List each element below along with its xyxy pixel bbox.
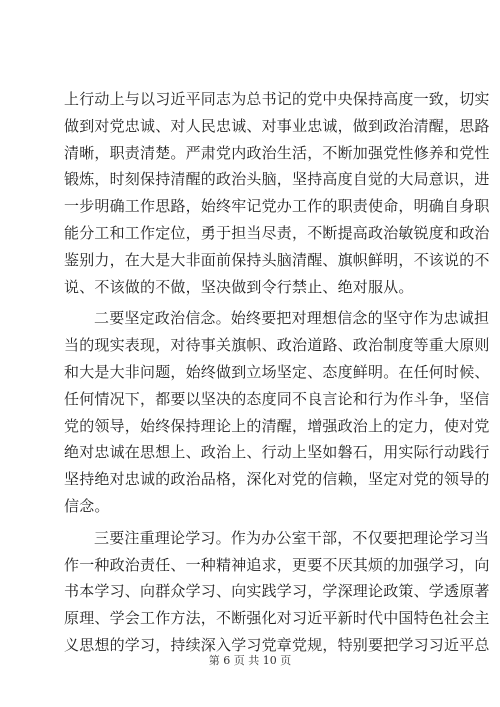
text-line: 原理、学会工作方法，不断强化对习近平新时代中国特色社会主	[64, 609, 490, 628]
text-line: 书本学习、向群众学习、向实践学习，学深理论政策、学透原著	[64, 582, 490, 601]
text-line: 党的领导，始终保持理论上的清醒，增强政治上的定力，使对党	[64, 416, 490, 435]
text-line: 坚持绝对忠诚的政治品格，深化对党的信赖，坚定对党的领导的	[64, 470, 490, 489]
text-line: 锻炼，时刻保持清醒的政治头脑，坚持高度自觉的大局意识，进	[64, 170, 490, 189]
paragraph-2	[64, 305, 490, 519]
text-line: 义思想的学习，持续深入学习党章党规，特别要把学习习近平总	[64, 635, 490, 654]
text-line: 鉴别力，在大是大非面前保持头脑清醒、旗帜鲜明，不该说的不	[64, 250, 490, 269]
text-line: 清晰，职责清楚。严肃党内政治生活，不断加强党性修养和党性	[64, 143, 490, 162]
document-body	[64, 86, 490, 659]
text-line: 上行动上与以习近平同志为总书记的党中央保持高度一致，切实	[64, 90, 490, 108]
page-footer: 第 6 页 共 10 页	[208, 654, 292, 667]
text-line: 任何情况下，都要以坚决的态度同不良言论和行为作斗争，坚信	[64, 389, 490, 408]
text-line: 信念。	[64, 496, 110, 515]
paragraph-1	[64, 86, 490, 300]
text-line: 作一种政治责任、一种精神追求，更要不厌其烦的加强学习，向	[64, 555, 490, 574]
text-line: 绝对忠诚在思想上、政治上、行动上坚如磐石，用实际行动践行	[64, 443, 490, 462]
text-line: 当的现实表现，对待事关旗帜、政治道路、政治制度等重大原则	[64, 336, 490, 355]
text-line: 二要坚定政治信念。始终要把对理想信念的坚守作为忠诚担	[94, 309, 490, 328]
text-line: 做到对党忠诚、对人民忠诚、对事业忠诚，做到政治清醒，思路	[64, 116, 490, 135]
paragraph-3	[64, 525, 490, 659]
text-line: 三要注重理论学习。作为办公室干部，不仅要把理论学习当	[94, 528, 490, 547]
text-line: 说、不该做的不做，坚决做到令行禁止、绝对服从。	[64, 277, 414, 296]
text-line: 和大是大非问题，始终做到立场坚定、态度鲜明。在任何时候、	[64, 362, 490, 381]
text-line: 一步明确工作思路，始终牢记党办工作的职责使命，明确自身职	[64, 197, 490, 216]
text-line: 能分工和工作定位，勇于担当尽责，不断提高政治敏锐度和政治	[64, 223, 490, 242]
